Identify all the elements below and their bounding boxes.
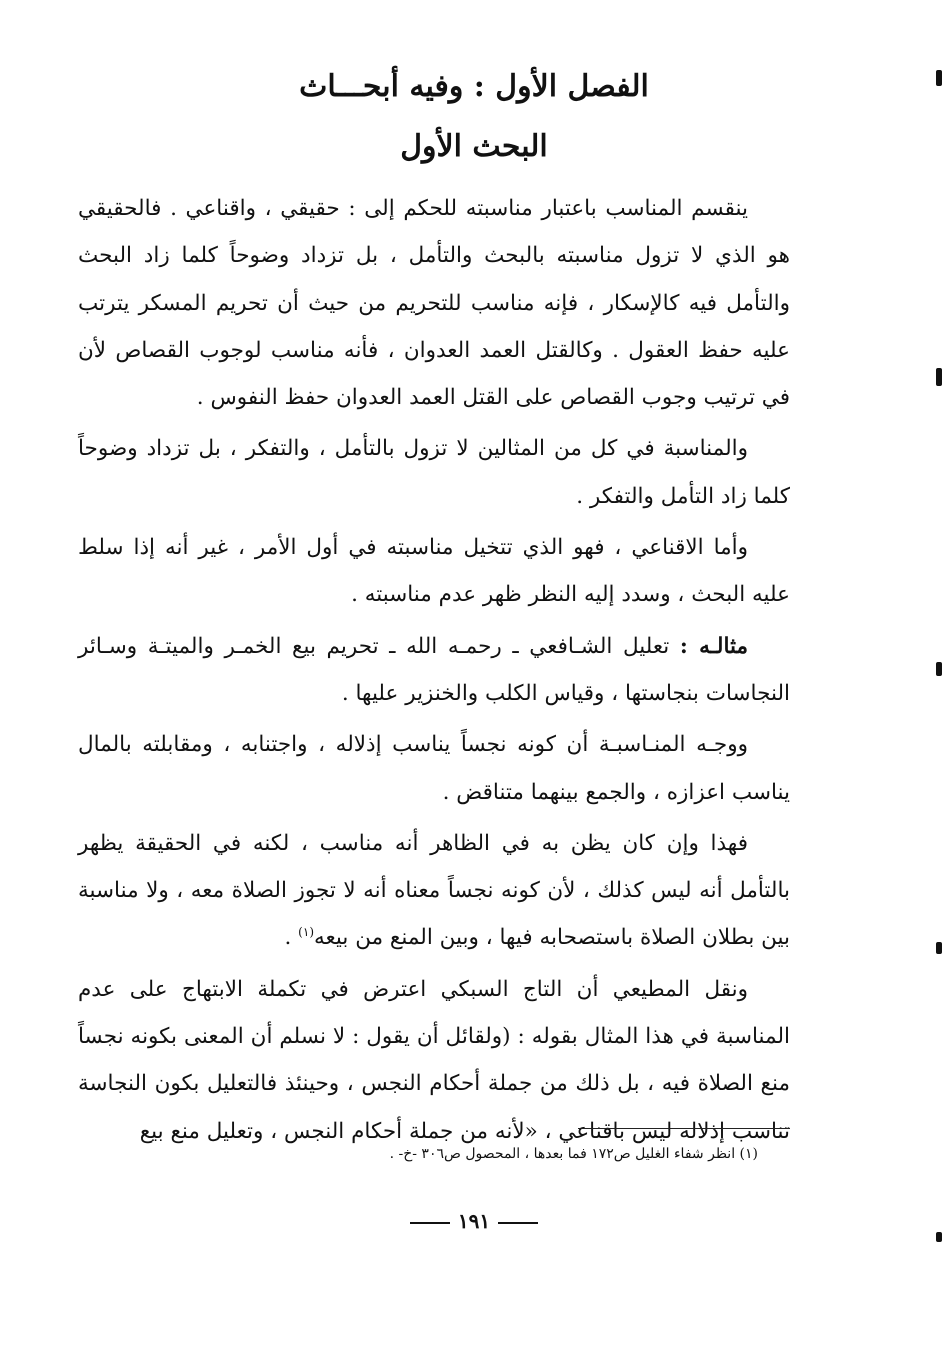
paragraph-text: ووجـه المنـاسبـة أن كونه نجساً يناسب إذلاله ، واجتنابه ، ومقابلته بالمال يناسب اعزازه ، والجمع بينهما متناقض . bbox=[78, 732, 790, 805]
page-number-dash bbox=[410, 1222, 450, 1224]
body-text bbox=[78, 185, 790, 1159]
section-title: البحث الأول bbox=[400, 129, 548, 164]
paragraph bbox=[78, 721, 790, 816]
paragraph bbox=[78, 185, 790, 421]
chapter-title: الفصل الأول : وفيه أبحـــاث bbox=[299, 69, 649, 104]
paragraph-text: ونقل المطيعي أن التاج السبكي اعترض في تكملة الابتهاج على عدم المناسبة في هذا المثال بقوله : (ولقائل أن يقول : لا نسلم أن المعنى بكونه نجساً منع الصلاة فيه ، بل ذلك من جملة أحكام النجس ، وحينئذ فالتعليل بكون النجاسة تناسب إذلاله ليس باقناعي ، «لأنه من جملة أحكام النجس ، وتعليل منع بيع bbox=[78, 976, 790, 1144]
paragraph-text: تعليل الشـافعي ـ رحمـه الله ـ تحريم بيع الخمـر والميتـة وسـائر النجاسات بنجاستها ، وقياس الكلب والخنزير عليها . bbox=[78, 633, 790, 706]
page-number-value: ١٩١ bbox=[457, 1209, 491, 1233]
paragraph bbox=[78, 966, 790, 1155]
page-number bbox=[0, 1203, 948, 1239]
paragraph-text: وأما الاقناعي ، فهو الذي تتخيل مناسبته في أول الأمر ، غير أنه إذا سلط عليه البحث ، وسدد إليه النظر ظهر عدم مناسبته . bbox=[78, 535, 790, 608]
paragraph bbox=[78, 623, 790, 718]
page-number-dash bbox=[498, 1222, 538, 1224]
paragraph bbox=[78, 524, 790, 619]
scan-edge-mark bbox=[936, 942, 942, 954]
paragraph-text: والمناسبة في كل من المثالين لا تزول بالتأمل ، والتفكر ، بل تزداد وضوحاً كلما زاد التأمل والتفكر . bbox=[78, 436, 790, 509]
scan-edge-mark bbox=[936, 368, 942, 386]
paragraph-text: ينقسم المناسب باعتبار مناسبته للحكم إلى : حقيقي ، واقناعي . فالحقيقي هو الذي لا تزول مناسبته بالبحث والتأمل ، بل تزداد وضوحاً كلما زاد البحث والتأمل فيه كالإسكار ، فإنه مناسب للتحريم من حيث أن تحريم المسكر يترتب عليه حفظ العقول . وكالقتل العمد العدوان ، فأنه مناسب لوجوب القصاص لأن في ترتيب وجوب القصاص على القتل العمد العدوان حفظ النفوس . bbox=[78, 196, 790, 411]
example-lead: مثالـه : bbox=[679, 633, 748, 659]
paragraph bbox=[78, 425, 790, 520]
paragraph-text: فهذا وإن كان يظن به في الظاهر أنه مناسب ، لكنه في الحقيقة يظهر بالتأمل أنه ليس كذلك ، لأن كونه نجساً معناه أنه لا تجوز الصلاة معه ، ولا مناسبة بين بطلان الصلاة باستصحابه فيها ، وبين المنع من بيعه bbox=[78, 830, 790, 951]
scan-edge-mark bbox=[936, 662, 942, 676]
paragraph-tail: . bbox=[284, 925, 299, 951]
paragraph bbox=[78, 820, 790, 962]
scan-edge-mark bbox=[936, 70, 942, 86]
scan-edge-mark bbox=[936, 1232, 942, 1242]
footnote-divider bbox=[578, 1128, 790, 1129]
footnote-reference: (١) bbox=[298, 925, 314, 940]
footnote: (١) انظر شفاء الغليل ص١٧٢ فما بعدها ، المحصول ص٣٠٦ -خ- . bbox=[389, 1146, 758, 1162]
